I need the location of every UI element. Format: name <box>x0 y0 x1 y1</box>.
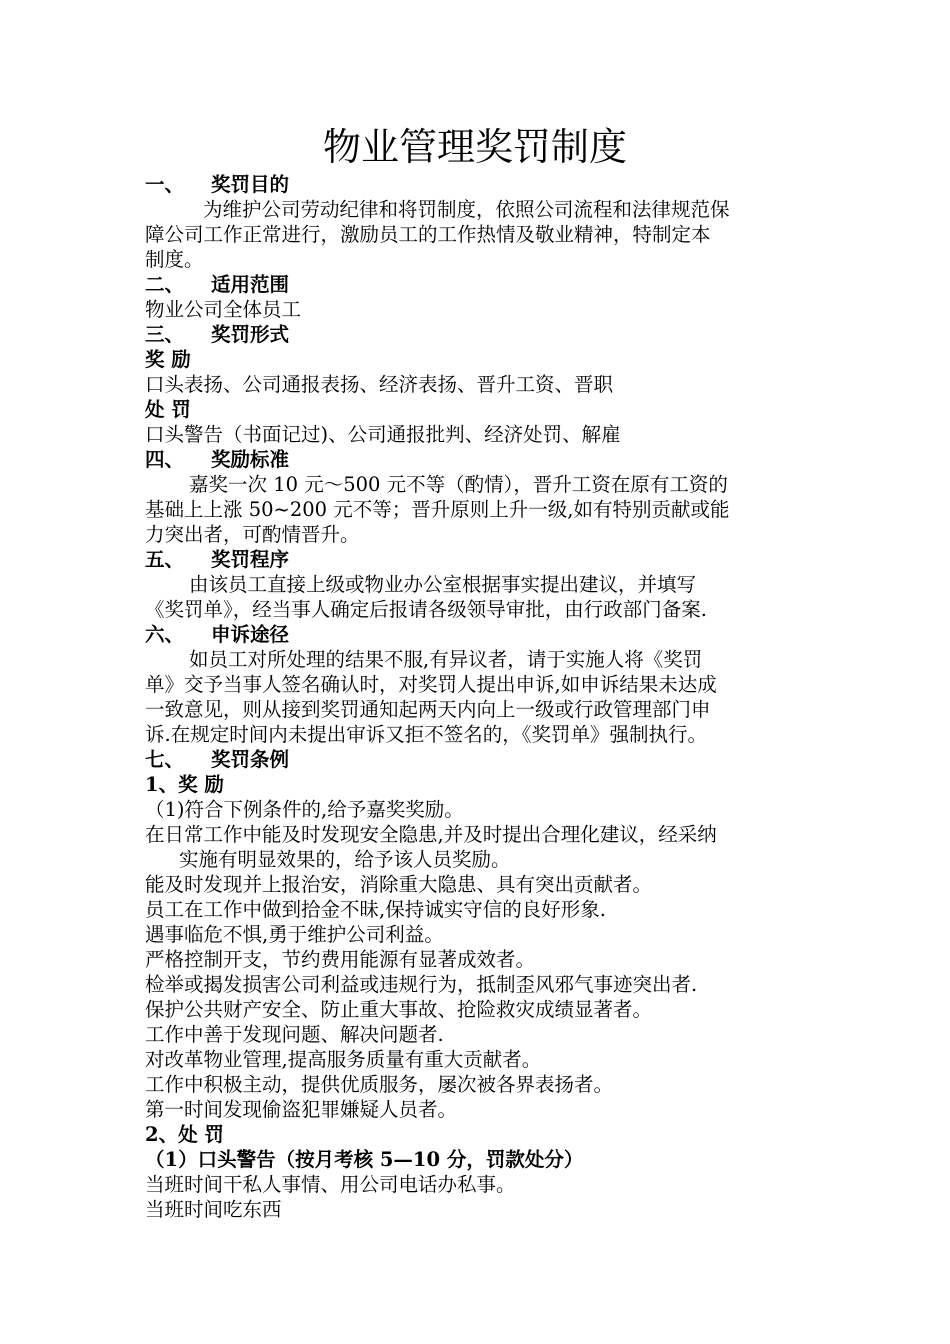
procedure-line-1: 由该员工直接上级或物业办公室根据事实提出建议，并填写 <box>189 573 697 596</box>
purpose-line-2: 障公司工作正常进行，激励员工的工作热情及敬业精神，特制定本 <box>145 223 711 246</box>
standard-line-2: 基础上上涨 50~200 元不等；晋升原则上升一级,如有特别贡献或能 <box>145 498 730 521</box>
section-heading-forms <box>145 322 809 347</box>
penalty-subheading: （1）口头警告（按月考核 5—10 分，罚款处分） <box>145 1148 584 1171</box>
penalty-heading: 2、处 罚 <box>145 1123 224 1146</box>
section-number: 三、 <box>145 323 185 346</box>
reward-item: 遇事临危不惧,勇于维护公司利益。 <box>145 923 444 946</box>
section-number: 五、 <box>145 548 185 571</box>
section-number: 四、 <box>145 448 185 471</box>
section-heading-standard <box>145 447 809 472</box>
section-title: 适用范围 <box>211 273 290 296</box>
section-heading-procedure <box>145 547 809 572</box>
section-number: 六、 <box>145 623 185 646</box>
penalty-forms: 口头警告（书面记过)、公司通报批判、经济处罚、解雇 <box>145 423 621 446</box>
section-title: 奖罚目的 <box>211 173 290 196</box>
reward-item: 严格控制开支，节约费用能源有显著成效者。 <box>145 948 536 971</box>
appeal-line-1: 如员工对所处理的结果不服,有异议者，请于实施人将《奖罚 <box>189 648 703 671</box>
penalty-item: 当班时间干私人事情、用公司电话办私事。 <box>145 1173 516 1196</box>
section-title: 奖罚形式 <box>211 323 290 346</box>
purpose-line-1: 为维护公司劳动纪律和将罚制度，依照公司流程和法律规范保 <box>203 198 730 221</box>
reward-forms: 口头表扬、公司通报表扬、经济表扬、晋升工资、晋职 <box>145 373 614 396</box>
reward-label: 奖 励 <box>145 348 191 371</box>
reward-item: 第一时间发现偷盗犯罪嫌疑人员者。 <box>145 1098 458 1121</box>
reward-item: 员工在工作中做到拾金不昧,保持诚实守信的良好形象. <box>145 898 606 921</box>
reward-heading: 1、奖 励 <box>145 773 224 796</box>
section-number: 二、 <box>145 273 185 296</box>
reward-subheading: （1)符合下例条件的,给予嘉奖奖励。 <box>145 798 464 821</box>
section-heading-purpose <box>145 172 809 197</box>
document-body <box>145 172 809 1222</box>
section-title: 申诉途径 <box>211 623 290 646</box>
reward-item: 实施有明显效果的，给予该人员奖励。 <box>179 848 511 871</box>
standard-line-3: 力突出者，可酌情晋升。 <box>145 523 360 546</box>
section-heading-rules <box>145 747 809 772</box>
section-heading-appeal <box>145 622 809 647</box>
reward-item: 对改革物业管理,提高服务质量有重大贡献者。 <box>145 1048 542 1071</box>
section-number: 一、 <box>145 173 185 196</box>
reward-item: 在日常工作中能及时发现安全隐患,并及时提出合理化建议，经采纳 <box>145 823 717 846</box>
purpose-line-3: 制度。 <box>145 248 204 271</box>
document-title: 物业管理奖罚制度 <box>322 125 627 169</box>
section-title: 奖罚条例 <box>211 748 290 771</box>
section-title: 奖罚程序 <box>211 548 290 571</box>
reward-item: 检举或揭发损害公司利益或违规行为，抵制歪风邪气事迹突出者. <box>145 973 698 996</box>
appeal-line-3: 一致意见，则从接到奖罚通知起两天内向上一级或行政管理部门申 <box>145 698 711 721</box>
appeal-line-2: 单》交予当事人签名确认时，对奖罚人提出申诉,如申诉结果未达成 <box>145 673 717 696</box>
section-heading-scope <box>145 272 809 297</box>
scope-text: 物业公司全体员工 <box>145 298 302 321</box>
penalty-label: 处 罚 <box>145 398 191 421</box>
reward-item: 能及时发现并上报治安，消除重大隐患、具有突出贡献者。 <box>145 873 653 896</box>
procedure-line-2: 《奖罚单》，经当事人确定后报请各级领导审批，由行政部门备案. <box>145 598 707 621</box>
standard-line-1: 嘉奖一次 10 元～500 元不等（酌情），晋升工资在原有工资的 <box>189 473 728 496</box>
reward-item: 工作中积极主动，提供优质服务，屡次被各界表扬者。 <box>145 1073 614 1096</box>
reward-item: 工作中善于发现问题、解决问题者. <box>145 1023 444 1046</box>
appeal-line-4: 诉.在规定时间内未提出审诉又拒不签名的，《奖罚单》强制执行。 <box>145 723 707 746</box>
penalty-item: 当班时间吃东西 <box>145 1198 282 1221</box>
section-number: 七、 <box>145 748 185 771</box>
reward-item: 保护公共财产安全、防止重大事故、抢险救灾成绩显著者。 <box>145 998 653 1021</box>
section-title: 奖励标准 <box>211 448 290 471</box>
